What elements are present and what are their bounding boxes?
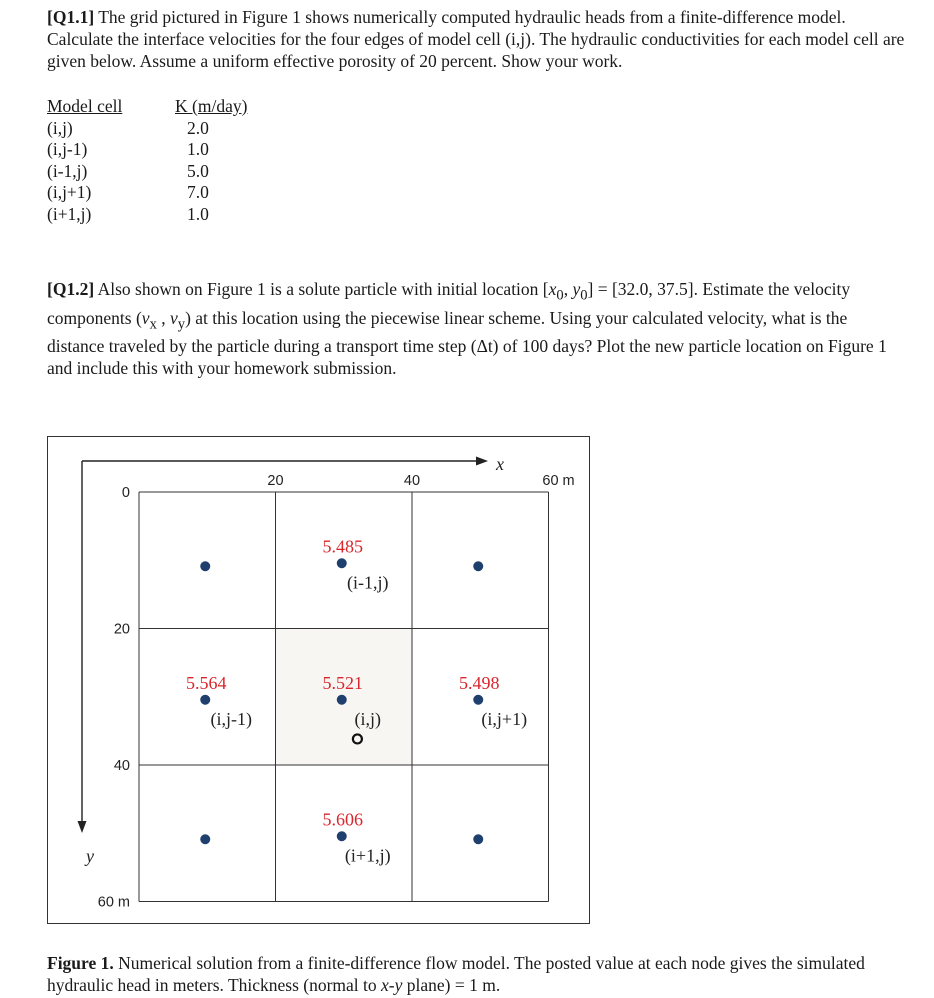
node-dot <box>473 834 483 844</box>
node-dot <box>337 695 347 705</box>
caption-text-end: plane) = 1 m. <box>402 975 501 995</box>
vy-symbol: v <box>169 307 178 328</box>
question-1-2-label: [Q1.2] <box>47 279 95 299</box>
table-row-cell: (i,j+1) <box>47 182 92 202</box>
y-tick-label: 20 <box>113 621 130 638</box>
node-label: (i+1,j) <box>344 845 391 866</box>
node-dot <box>337 558 347 568</box>
node-dot <box>200 561 210 571</box>
model-cell-header: Model cell <box>47 96 123 116</box>
node-dot <box>473 695 483 705</box>
table-row-k: 7.0 <box>187 182 209 202</box>
y-axis-arrowhead <box>78 821 87 833</box>
question-1-1-text: The grid pictured in Figure 1 shows numerically computed hydraulic heads from a finite-difference model. Calculate the interface velocities for the four edges of model cell (i,j). The hydraulic conductivities for each model cell are given below. Assume a uniform effective porosity of 20 percent. Show your work. <box>47 7 905 71</box>
head-value: 5.606 <box>322 809 363 830</box>
y-tick-label: 60 m <box>97 894 130 911</box>
head-value: 5.521 <box>322 672 363 693</box>
vx-symbol: v <box>141 307 150 328</box>
question-1-2-text: ) at this location using the piecewise linear scheme. Using your calculated velocity, what is the distance traveled by the particle during a transport time step (Δt) of 100 days? Plot the new particle location on Figure 1 and include this with your homework submission. <box>47 307 887 378</box>
table-row-k: 1.0 <box>187 139 209 159</box>
question-1-2 <box>47 278 907 379</box>
grid-figure-svg <box>48 437 588 922</box>
k-column <box>175 96 265 225</box>
separator: , <box>563 279 573 299</box>
head-value: 5.564 <box>186 672 227 693</box>
table-row-cell: (i-1,j) <box>47 160 88 181</box>
caption-text: Numerical solution from a finite-difference flow model. The posted value at each node gives the simulated hydraulic head in meters. Thickness (normal to <box>47 953 865 995</box>
head-value: 5.498 <box>459 672 500 693</box>
x0-symbol: x <box>548 279 557 299</box>
x-tick-label: 60 m <box>542 473 575 489</box>
question-1-2-text: Also shown on Figure 1 is a solute particle with initial location [ <box>97 279 549 299</box>
node-dot <box>337 831 347 841</box>
k-header: K (m/day) <box>175 96 248 116</box>
table-row-cell: (i+1,j) <box>47 203 92 224</box>
y-tick-label: 0 <box>121 485 130 501</box>
y-axis-label: y <box>86 846 94 866</box>
question-1-1 <box>47 6 907 72</box>
y0-subscript: 0 <box>580 287 588 304</box>
table-row-cell: (i,j-1) <box>47 139 88 159</box>
node-label: (i,j+1) <box>481 708 528 729</box>
table-row-k: 1.0 <box>187 203 209 224</box>
node-label: (i-1,j) <box>347 572 389 593</box>
question-1-1-label: [Q1.1] <box>47 7 95 27</box>
y-tick-label: 40 <box>113 758 130 774</box>
question-1-2-text: ] = [32.0, 37.5]. Estimate the velocity components ( <box>47 279 851 328</box>
x-axis-label: x <box>496 454 504 474</box>
head-value: 5.485 <box>322 536 363 557</box>
model-cell-column <box>47 96 167 225</box>
node-dot <box>200 834 210 844</box>
table-row-cell: (i,j) <box>47 117 73 138</box>
node-label: (i,j) <box>354 708 381 729</box>
table-row-k: 5.0 <box>187 160 209 181</box>
caption-label: Figure 1. <box>47 953 114 973</box>
figure-caption <box>47 952 917 996</box>
y0-symbol: y <box>572 279 581 299</box>
caption-xy: x-y <box>381 975 403 995</box>
node-dot <box>200 695 210 705</box>
figure-1-grid <box>47 436 590 924</box>
table-row-k: 2.0 <box>187 117 209 138</box>
separator: , <box>156 307 170 328</box>
x-axis-arrowhead <box>476 457 488 466</box>
x-tick-label: 20 <box>267 473 284 489</box>
vy-subscript: y <box>177 316 186 332</box>
x0-subscript: 0 <box>556 287 564 304</box>
node-label: (i,j-1) <box>210 708 252 729</box>
x-tick-label: 40 <box>403 473 421 489</box>
node-dot <box>473 561 483 571</box>
vx-subscript: x <box>149 316 157 332</box>
